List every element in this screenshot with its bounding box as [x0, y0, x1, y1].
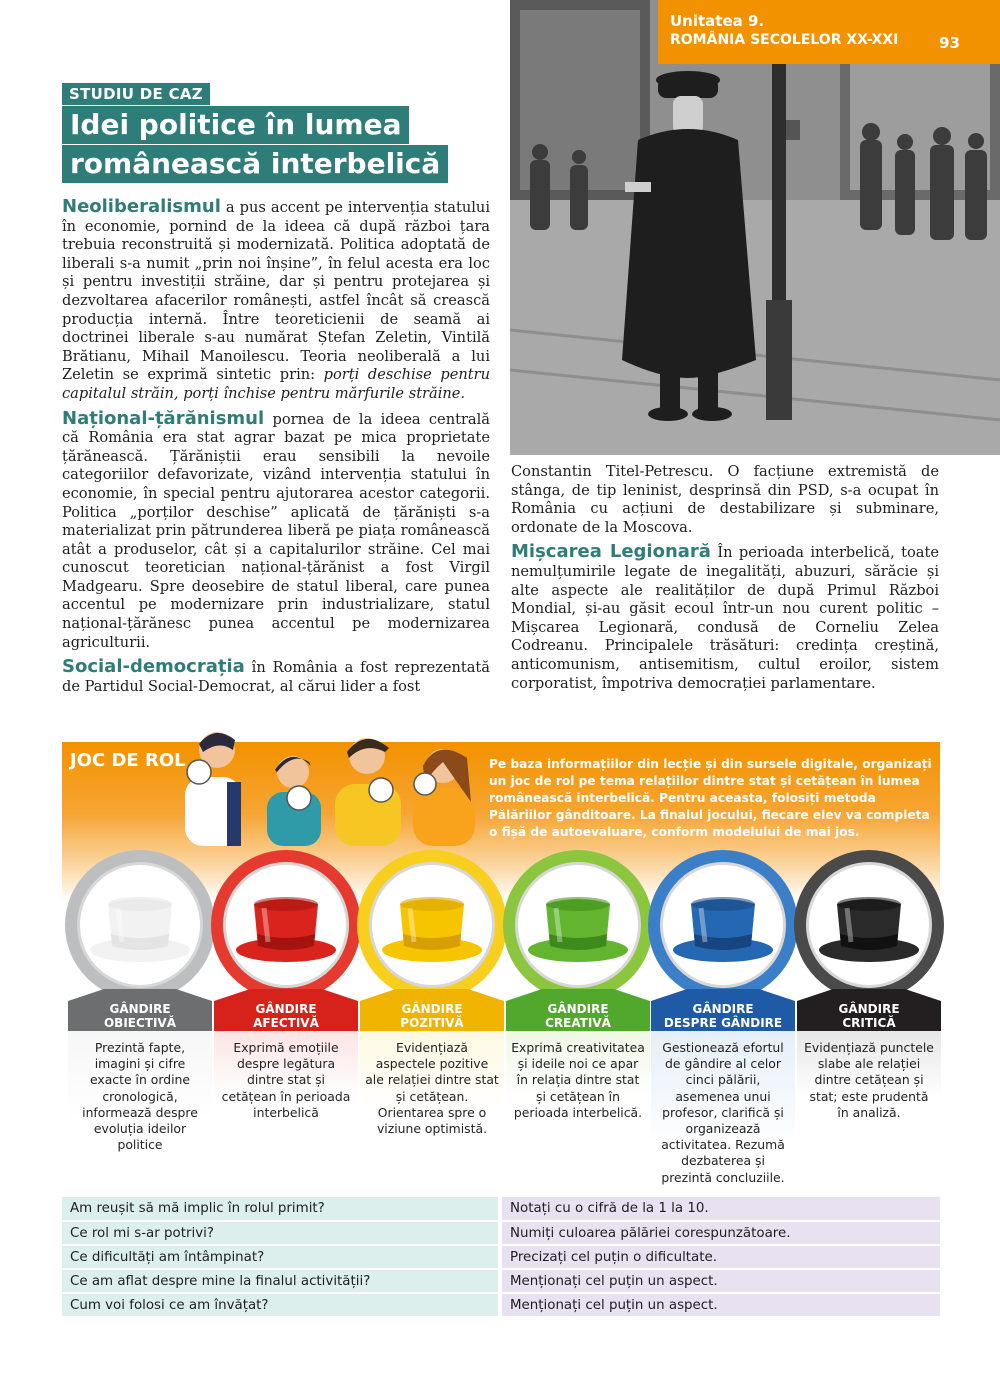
- hat-description: Gestionează efortul de gândire al celor cinci pălării, asemenea unui profesor, clarifică și organizează activitatea. Rezumă dezbaterea și prezintă concluziile.: [651, 1031, 795, 1192]
- social-democracy-continuation: Constantin Titel-Petrescu. O facțiune extremistă de stânga, de tip leninist, desprinsă din PSD, s-a ocupat în România cu acțiuni de destabilizare și subminare, ordonate de la Moscova.: [511, 463, 939, 536]
- hat-label-line-1: GÂNDIRE: [547, 1002, 609, 1016]
- hat-label-line-2: OBIECTIVĂ: [103, 1016, 177, 1030]
- hat-description: Prezintă fapte, imagini și cifre exacte în ordine cronologică, informează despre evoluția ideilor politice: [68, 1031, 212, 1159]
- page-title-line-2: românească interbelică: [62, 145, 448, 183]
- role-play-label: JOC DE ROL: [70, 750, 186, 771]
- hat-label-tab: [68, 989, 212, 1031]
- legionary-movement-text: În perioada interbelică, toate nemulțumirile legate de inegalități, abuzuri, sărăcie și alte aspecte ale realităților de după Primul Război Mondial, și-au găsit ecoul într-un nou curent politic – Mișcarea Legionară, condusă de Corneliu Zelea Codreanu. Principalele trăsături: credința creștină, anticomunism, antisemitism, cultul eroilor, sistem corporatist, împotriva democrației parlamentare.: [511, 544, 939, 692]
- hat-ring: [211, 850, 361, 1000]
- students-illustration: [175, 722, 485, 846]
- question-cell: Ce dificultăți am întâmpinat?: [62, 1245, 500, 1269]
- hat-label-line-1: GÂNDIRE: [401, 1002, 463, 1016]
- right-column: [511, 463, 939, 699]
- instruction-cell: Notați cu o cifră de la 1 la 10.: [500, 1197, 940, 1221]
- hat-label-line-2: DESPRE GÂNDIRE: [663, 1016, 783, 1030]
- keyword-national-peasantism: Național-țărănismul: [62, 407, 265, 429]
- table-row: [62, 1245, 940, 1269]
- hat-label-line-2: AFECTIVĂ: [253, 1016, 319, 1030]
- keyword-legionary-movement: Mișcarea Legionară: [511, 541, 711, 563]
- left-column: [62, 198, 490, 702]
- hat-label-line-2: CREATIVĂ: [545, 1016, 611, 1030]
- top-hat-icon: [234, 890, 338, 964]
- hat-label-line-1: GÂNDIRE: [692, 1002, 754, 1016]
- national-peasantism-text: pornea de la ideea centrală că România era stat agrar bazat pe mica proprietate țărănească. Țărăniștii erau sensibili la nevoile categoriilor defavorizate, vizând intervenția statului în economie, în special pentru ajutorarea acestor categorii. Politica „porților deschise” aplicată de țărăniști s-a materializat prin pătrunderea liberă pe piața românească atât a produselor, cât și a capitalurilor străine. Cel mai cunoscut teoretician național-țărănist a fost Virgil Madgearu. Spre deosebire de statul liberal, care punea accentul pe modernizare prin industrializare, statul național-țărănesc punea accentul pe modernizarea agriculturii.: [62, 410, 490, 651]
- top-hat-icon: [817, 890, 921, 964]
- unit-header: [658, 0, 1000, 64]
- hat-label-tab: [506, 989, 650, 1031]
- neoliberalism-text: a pus accent pe intervenția statului în economie, pornind de la ideea că după război țara trebuia reconstruită și modernizată. Politica adoptată de liberali s-a numit „prin noi înșine”, în felul acesta era loc și pentru investiții străine, dar și pentru protejarea și dezvoltarea afacerilor românești, astfel încât să crească producția internă. Între teoreticienii de seamă ai doctrinei liberale s-au numărat Ștefan Zeletin, Vintilă Brătianu, Mihail Manoilescu. Teoria neoliberală a lui Zeletin se exprimă sintetic prin:: [62, 199, 490, 384]
- top-hat-icon: [380, 890, 484, 964]
- paragraph-social-democracy: [62, 658, 490, 696]
- hat-description: Exprimă emoțiile despre legătura dintre stat și cetățean în perioada interbelică: [214, 1031, 358, 1127]
- hat-label-tab: [651, 989, 795, 1031]
- question-cell: Ce am aflat despre mine la finalul activității?: [62, 1269, 500, 1293]
- historical-photo: [510, 0, 1000, 455]
- page-title-line-1: Idei politice în lumea: [62, 106, 409, 144]
- instruction-cell: Menționați cel puțin un aspect.: [500, 1269, 940, 1293]
- hat-label-line-1: GÂNDIRE: [838, 1002, 900, 1016]
- table-row: [62, 1197, 940, 1221]
- hat-ring: [65, 850, 215, 1000]
- self-assessment-table: [62, 1197, 940, 1318]
- hat-label-tab: [797, 989, 941, 1031]
- paragraph-legionary-movement: [511, 543, 939, 693]
- case-study-label: STUDIU DE CAZ: [62, 83, 210, 105]
- keyword-neoliberalism: Neoliberalismul: [62, 196, 221, 217]
- hat-ring: [357, 850, 507, 1000]
- top-hat-icon: [671, 890, 775, 964]
- question-cell: Cum voi folosi ce am învățat?: [62, 1293, 500, 1317]
- hat-label-line-1: GÂNDIRE: [109, 1002, 171, 1016]
- table-row: [62, 1293, 940, 1317]
- social-democracy-text: în România a fost reprezentată de Partidul Social-Democrat, al cărui lider a fost: [62, 659, 490, 695]
- question-cell: Am reușit să mă implic în rolul primit?: [62, 1197, 500, 1221]
- hat-label-line-2: CRITICĂ: [842, 1016, 896, 1030]
- neoliberalism-quote: porți deschise pentru capitalul străin, porți închise pentru mărfurile străine.: [62, 366, 490, 402]
- instruction-cell: Menționați cel puțin un aspect.: [500, 1293, 940, 1317]
- paragraph-neoliberalism: [62, 198, 490, 404]
- table-row: [62, 1269, 940, 1293]
- hat-ring: [648, 850, 798, 1000]
- hat-ring: [503, 850, 653, 1000]
- question-cell: Ce rol mi s-ar potrivi?: [62, 1221, 500, 1245]
- page-number: 93: [939, 34, 960, 52]
- instruction-cell: Numiți culoarea pălăriei corespunzătoare.: [500, 1221, 940, 1245]
- unit-title: ROMÂNIA SECOLELOR XX-XXI: [670, 32, 899, 48]
- table-row: [62, 1221, 940, 1245]
- paragraph-national-peasantism: [62, 407, 490, 653]
- hat-description: Evidențiază aspectele pozitive ale relației dintre stat și cetățean. Orientarea spre o viziune optimistă.: [360, 1031, 504, 1143]
- top-hat-icon: [88, 890, 192, 964]
- hat-ring: [794, 850, 944, 1000]
- hat-label-line-2: POZITIVĂ: [400, 1016, 464, 1030]
- top-hat-icon: [526, 890, 630, 964]
- instruction-cell: Precizați cel puțin o dificultate.: [500, 1245, 940, 1269]
- hat-label-line-1: GÂNDIRE: [255, 1002, 317, 1016]
- role-play-instructions: Pe baza informațiilor din lecție și din sursele digitale, organizați un joc de rol pe tema relațiilor dintre stat și cetățean în lumea românească interbelică. Pentru aceasta, folosiți metoda Pălăriilor gânditoare. La finalul jocului, fiecare elev va completa o fișă de autoevaluare, conform modelului de mai jos.: [489, 757, 932, 839]
- unit-number: Unitatea 9.: [670, 12, 765, 30]
- hat-description: Evidențiază punctele slabe ale relației dintre cetățean și stat; este prudentă în analiză.: [797, 1031, 941, 1127]
- hat-label-tab: [360, 989, 504, 1031]
- hat-label-tab: [214, 989, 358, 1031]
- hat-description: Exprimă creativitatea și ideile noi ce apar în relația dintre stat și cetățean în perioada interbelică.: [506, 1031, 650, 1127]
- keyword-social-democracy: Social-democrația: [62, 656, 245, 678]
